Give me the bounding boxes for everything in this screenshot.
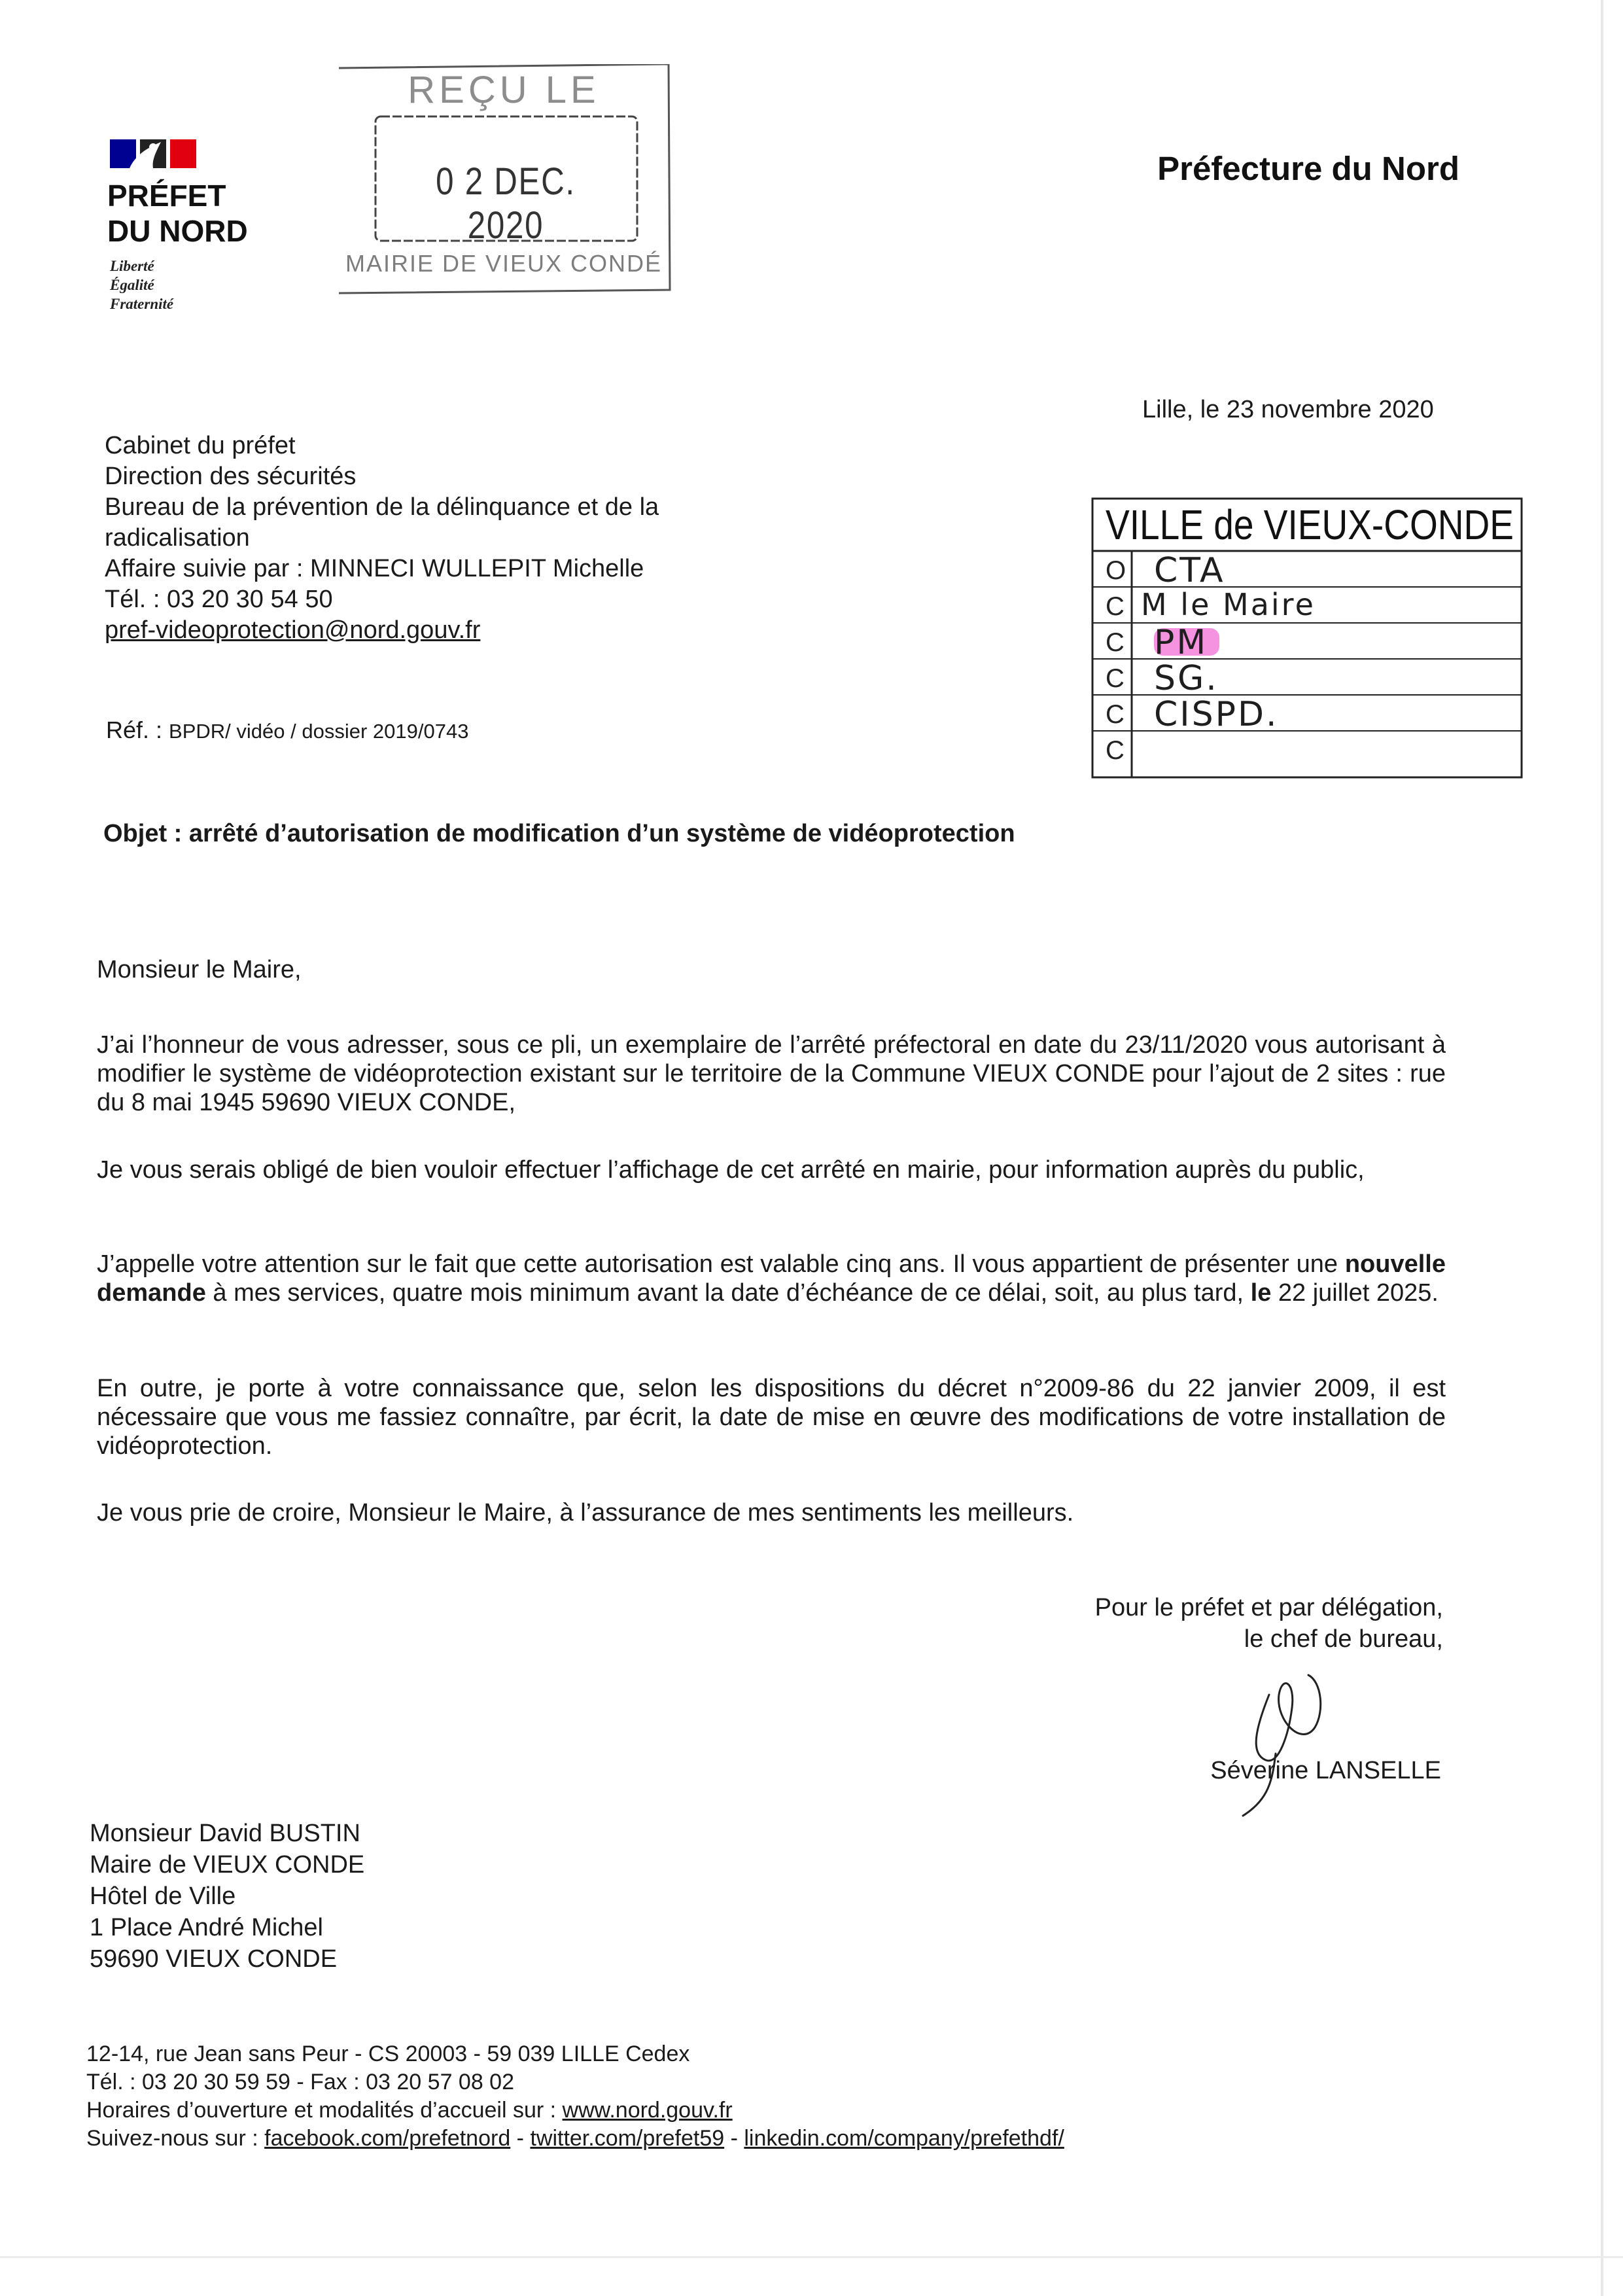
grid-handwritten-note: PM	[1154, 623, 1208, 662]
paragraph-3	[97, 1250, 1446, 1307]
sender-line: Bureau de la prévention de la délinquance et de la	[105, 493, 659, 521]
addressee-line: Maire de VIEUX CONDE	[90, 1851, 365, 1879]
salutation: Monsieur le Maire,	[97, 956, 302, 983]
distribution-title: VILLE de VIEUX-CONDE	[1106, 501, 1514, 548]
signatory-name: Séverine LANSELLE	[1210, 1757, 1441, 1784]
footer-follow-text: Suivez-nous sur :	[86, 2126, 265, 2151]
grid-handwritten-note: SG.	[1154, 659, 1219, 698]
website-link[interactable]: www.nord.gouv.fr	[562, 2098, 733, 2123]
prefecture-heading: Préfecture du Nord	[1157, 150, 1459, 187]
scan-edge-bottom	[0, 2256, 1623, 2258]
footer-social	[86, 2125, 1064, 2153]
ref-label: Réf. :	[106, 716, 163, 743]
signature-line1: Pour le préfet et par délégation,	[1094, 1594, 1443, 1621]
facebook-link[interactable]: facebook.com/prefetnord	[264, 2126, 511, 2151]
signature-block	[1095, 1592, 1443, 1655]
grid-row-letter: C	[1106, 628, 1125, 657]
p3-text: 22 juillet 2025.	[1271, 1279, 1439, 1307]
motto-liberte: Liberté	[110, 258, 154, 274]
grid-handwritten-note: M le Maire	[1141, 587, 1316, 622]
republic-motto	[110, 256, 173, 313]
sender-line: Affaire suivie par : MINNECI WULLEPIT Michelle	[105, 555, 644, 582]
stamp-date: 0 2 DEC. 2020	[436, 160, 576, 247]
addressee-line: 59690 VIEUX CONDE	[90, 1945, 338, 1973]
stamp-mairie: MAIRIE DE VIEUX CONDÉ	[345, 250, 663, 277]
marianne-logo-icon	[110, 134, 198, 171]
footer	[86, 2040, 1064, 2153]
stamp-received-label: REÇU LE	[408, 69, 600, 111]
sender-block	[105, 431, 659, 646]
sender-email-link[interactable]: pref-videoprotection@nord.gouv.fr	[105, 616, 481, 644]
motto-egalite: Égalité	[110, 277, 154, 293]
handwritten-signature	[1230, 1655, 1348, 1819]
addressee-line: 1 Place André Michel	[90, 1914, 323, 1941]
footer-hours-text: Horaires d’ouverture et modalités d’accueil sur :	[86, 2098, 563, 2123]
addressee-block	[90, 1818, 364, 1975]
footer-separator: -	[724, 2126, 744, 2151]
logo-title	[107, 178, 248, 249]
scan-edge	[1601, 0, 1603, 2296]
signature-line2: le chef de bureau,	[1244, 1625, 1443, 1653]
footer-separator: -	[510, 2126, 531, 2151]
reference	[106, 716, 468, 744]
p3-bold-new-request: nouvelle demande	[97, 1250, 1446, 1307]
grid-row-letter: C	[1106, 592, 1125, 621]
footer-hours	[86, 2096, 1064, 2125]
linkedin-link[interactable]: linkedin.com/company/prefethdf/	[744, 2126, 1064, 2151]
p3-bold-le: le	[1250, 1279, 1272, 1307]
footer-address: 12-14, rue Jean sans Peur - CS 20003 - 59 039 LILLE Cedex	[86, 2041, 690, 2066]
paragraph-2: Je vous serais obligé de bien vouloir effectuer l’affichage de cet arrêté en mairie, pour information auprès du public,	[97, 1156, 1365, 1184]
place-date: Lille, le 23 novembre 2020	[1142, 396, 1434, 423]
ref-value: BPDR/ vidéo / dossier 2019/0743	[169, 720, 469, 743]
grid-handwritten-note: CTA	[1154, 551, 1225, 590]
footer-phone: Tél. : 03 20 30 59 59 - Fax : 03 20 57 08 02	[86, 2070, 515, 2094]
p3-text: J’appelle votre attention sur le fait que cette autorisation est valable cinq ans. Il vous appartient de présenter une	[97, 1250, 1345, 1278]
motto-fraternite: Fraternité	[110, 296, 174, 312]
sender-line: Direction des sécurités	[105, 463, 357, 490]
grid-row-letter: C	[1106, 700, 1125, 729]
paragraph-1: J’ai l’honneur de vous adresser, sous ce pli, un exemplaire de l’arrêté préfectoral en date du 23/11/2020 vous autorisant à modifier le système de vidéoprotection existant sur le territoire de la Commune VIEUX CONDE pour l’ajout de 2 sites : rue du 8 mai 1945 59690 VIEUX CONDE,	[97, 1031, 1446, 1116]
sender-line: Cabinet du préfet	[105, 432, 296, 459]
grid-row-letter: C	[1106, 664, 1125, 693]
addressee-line: Monsieur David BUSTIN	[90, 1820, 360, 1847]
grid-row-letter: O	[1106, 556, 1126, 585]
closing-paragraph: Je vous prie de croire, Monsieur le Maire, à l’assurance de mes sentiments les meilleurs.	[97, 1499, 1074, 1527]
paragraph-4: En outre, je porte à votre connaissance que, selon les dispositions du décret n°2009-86 du 22 janvier 2009, il est nécessaire que vous me fassiez connaître, par écrit, la date de mise en œuvre des modifications de votre installation de vidéoprotection.	[97, 1375, 1446, 1460]
logo-title-line2: DU NORD	[107, 214, 248, 248]
sender-line: Tél. : 03 20 30 54 50	[105, 586, 333, 613]
p3-text: à mes services, quatre mois minimum avant la date d’échéance de ce délai, soit, au plus tard,	[205, 1279, 1251, 1307]
addressee-line: Hôtel de Ville	[90, 1882, 236, 1910]
logo-title-line1: PRÉFET	[107, 179, 226, 213]
grid-row-letter: C	[1106, 736, 1125, 765]
grid-handwritten-note: CISPD.	[1154, 695, 1279, 734]
letter-subject: Objet : arrêté d’autorisation de modification d’un système de vidéoprotection	[103, 820, 1015, 847]
twitter-link[interactable]: twitter.com/prefet59	[530, 2126, 725, 2151]
sender-line: radicalisation	[105, 524, 250, 552]
